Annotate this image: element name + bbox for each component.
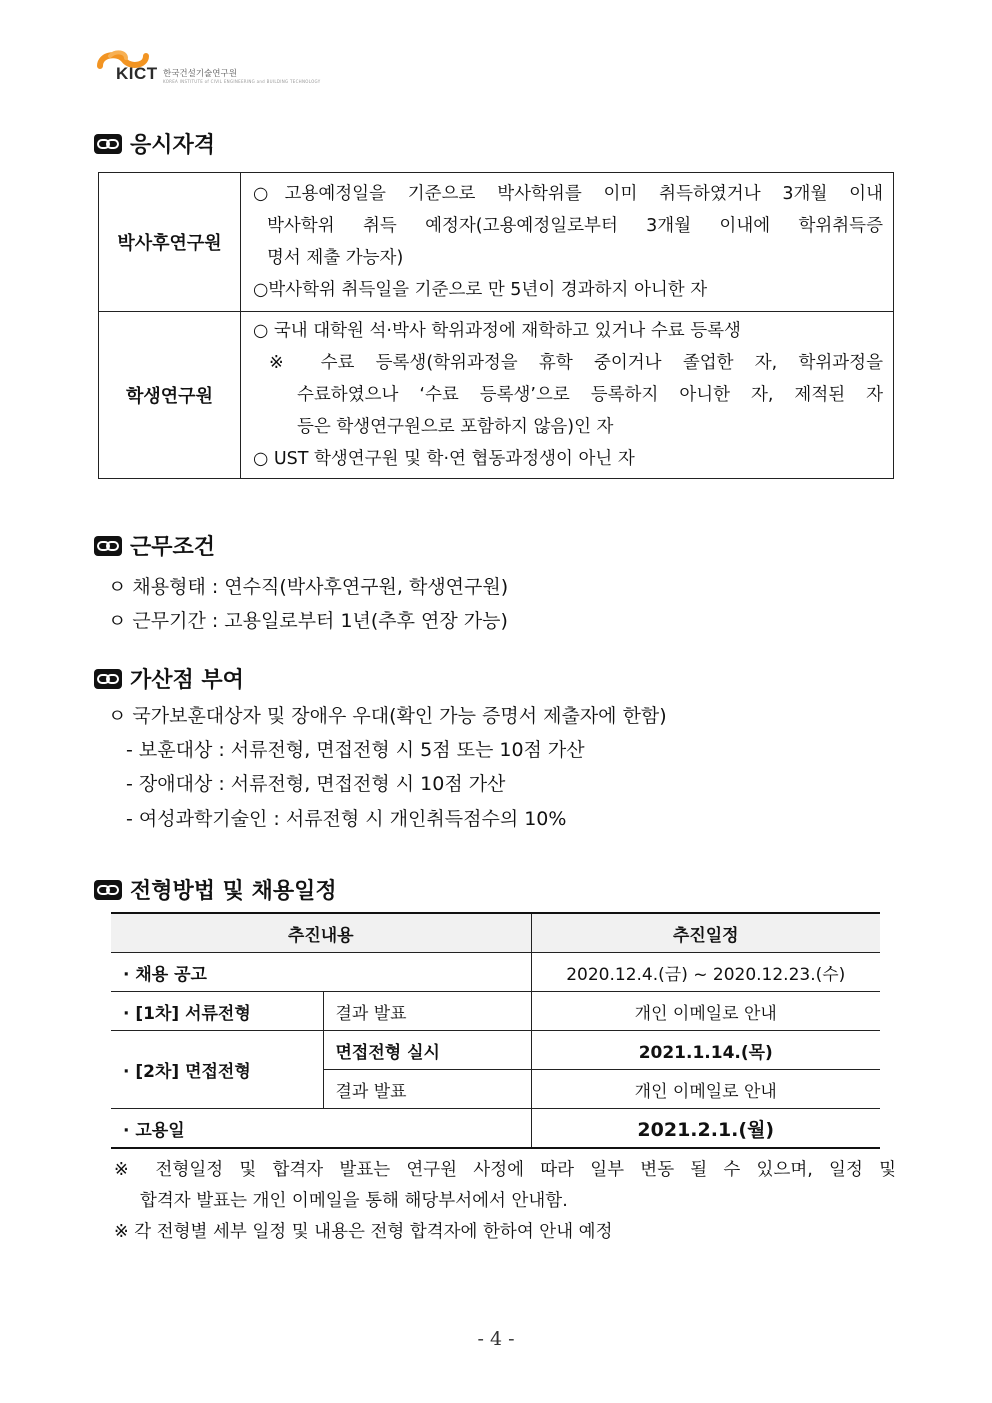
section-title: 전형방법 및 채용일정 (130, 879, 337, 904)
table-row (111, 953, 880, 992)
row-date: 2020.12.4.(금) ~ 2020.12.23.(수) (531, 953, 880, 992)
logo-abbr: KICT (116, 64, 158, 83)
content-line: ○박사학위 취득일을 기준으로 만 5년이 경과하지 아니한 자 (253, 280, 708, 300)
row-label: · [2차] 면접전형 (111, 1031, 323, 1109)
list-item: - 보훈대상 : 서류전형, 면접전형 시 5점 또는 10점 가산 (126, 739, 585, 761)
table-row (99, 173, 894, 312)
row-label: · [1차] 서류전형 (111, 992, 323, 1031)
row-label: · 고용일 (111, 1109, 531, 1149)
kict-logo (96, 48, 321, 88)
row-sub-item: 결과 발표 (323, 1070, 531, 1109)
list-item: ㅇ 근무기간 : 고용일로부터 1년(추후 연장 가능) (108, 610, 508, 632)
content-line: 명서 제출 가능자) (267, 248, 404, 268)
table-header-row (111, 913, 880, 953)
row-sub-item: 결과 발표 (323, 992, 531, 1031)
link-icon (94, 880, 122, 900)
link-icon (94, 536, 122, 556)
row-date: 2021.2.1.(월) (531, 1109, 880, 1149)
section-title: 근무조건 (130, 535, 216, 560)
table-row (111, 992, 880, 1031)
row-content (241, 312, 894, 479)
list-item: - 장애대상 : 서류전형, 면접전형 시 10점 가산 (126, 773, 506, 795)
row-sub-item: 면접전형 실시 (323, 1031, 531, 1070)
note-line: ※ 전형일정 및 합격자 발표는 연구원 사정에 따라 일부 변동 될 수 있으며, 일정 및 (114, 1160, 896, 1180)
logo-org-name-en: KOREA INSTITUTE of CIVIL ENGINEERING and BUILDING TECHNOLOGY (163, 79, 321, 84)
list-item: ㅇ 국가보훈대상자 및 장애우 우대(확인 가능 증명서 제출자에 한함) (108, 705, 667, 727)
content-line: ○ 국내 대학원 석·박사 학위과정에 재학하고 있거나 수료 등록생 (253, 321, 741, 341)
row-label: · 채용 공고 (111, 953, 531, 992)
schedule-table (111, 912, 880, 1149)
content-line: 수료하였으나 ‘수료 등록생’으로 등록하지 아니한 자, 제적된 자 (297, 385, 883, 405)
row-date: 개인 이메일로 안내 (531, 1070, 880, 1109)
content-line: 등은 학생연구원으로 포함하지 않음)인 자 (297, 417, 614, 437)
note-line: 합격자 발표는 개인 이메일을 통해 해당부서에서 안내함. (140, 1191, 568, 1211)
table-row (111, 1109, 880, 1149)
table-row (111, 1031, 880, 1070)
row-date: 개인 이메일로 안내 (531, 992, 880, 1031)
page-number: - 4 - (477, 1328, 515, 1350)
section-title: 가산점 부여 (130, 668, 244, 693)
list-item: ㅇ 채용형태 : 연수직(박사후연구원, 학생연구원) (108, 576, 509, 598)
link-icon (94, 669, 122, 689)
section-heading-qualifications (94, 128, 215, 159)
section-heading-work-conditions (94, 530, 215, 561)
link-icon (94, 134, 122, 154)
row-label: 학생연구원 (99, 312, 241, 479)
section-heading-schedule (94, 874, 337, 905)
qualification-table (98, 172, 894, 479)
logo-org-name: 한국건설기술연구원 (163, 69, 237, 79)
content-line: ※ 수료 등록생(학위과정을 휴학 중이거나 졸업한 자, 학위과정을 (269, 353, 883, 373)
content-line: ○고용예정일을 기준으로 박사학위를 이미 취득하였거나 3개월 이내 (253, 184, 883, 204)
section-heading-bonus-points (94, 663, 244, 694)
content-line: ○ UST 학생연구원 및 학·연 협동과정생이 아닌 자 (253, 449, 635, 469)
row-content (241, 173, 894, 312)
content-line: 박사학위 취득 예정자(고용예정일로부터 3개월 이내에 학위취득증 (267, 216, 883, 236)
row-label: 박사후연구원 (99, 173, 241, 312)
row-date: 2021.1.14.(목) (531, 1031, 880, 1070)
column-header-content: 추진내용 (111, 913, 531, 953)
table-row (99, 312, 894, 479)
note-line: ※ 각 전형별 세부 일정 및 내용은 전형 합격자에 한하여 안내 예정 (114, 1222, 613, 1242)
section-title: 응시자격 (130, 133, 216, 158)
column-header-date: 추진일정 (531, 913, 880, 953)
list-item: - 여성과학기술인 : 서류전형 시 개인취득점수의 10% (126, 808, 567, 830)
